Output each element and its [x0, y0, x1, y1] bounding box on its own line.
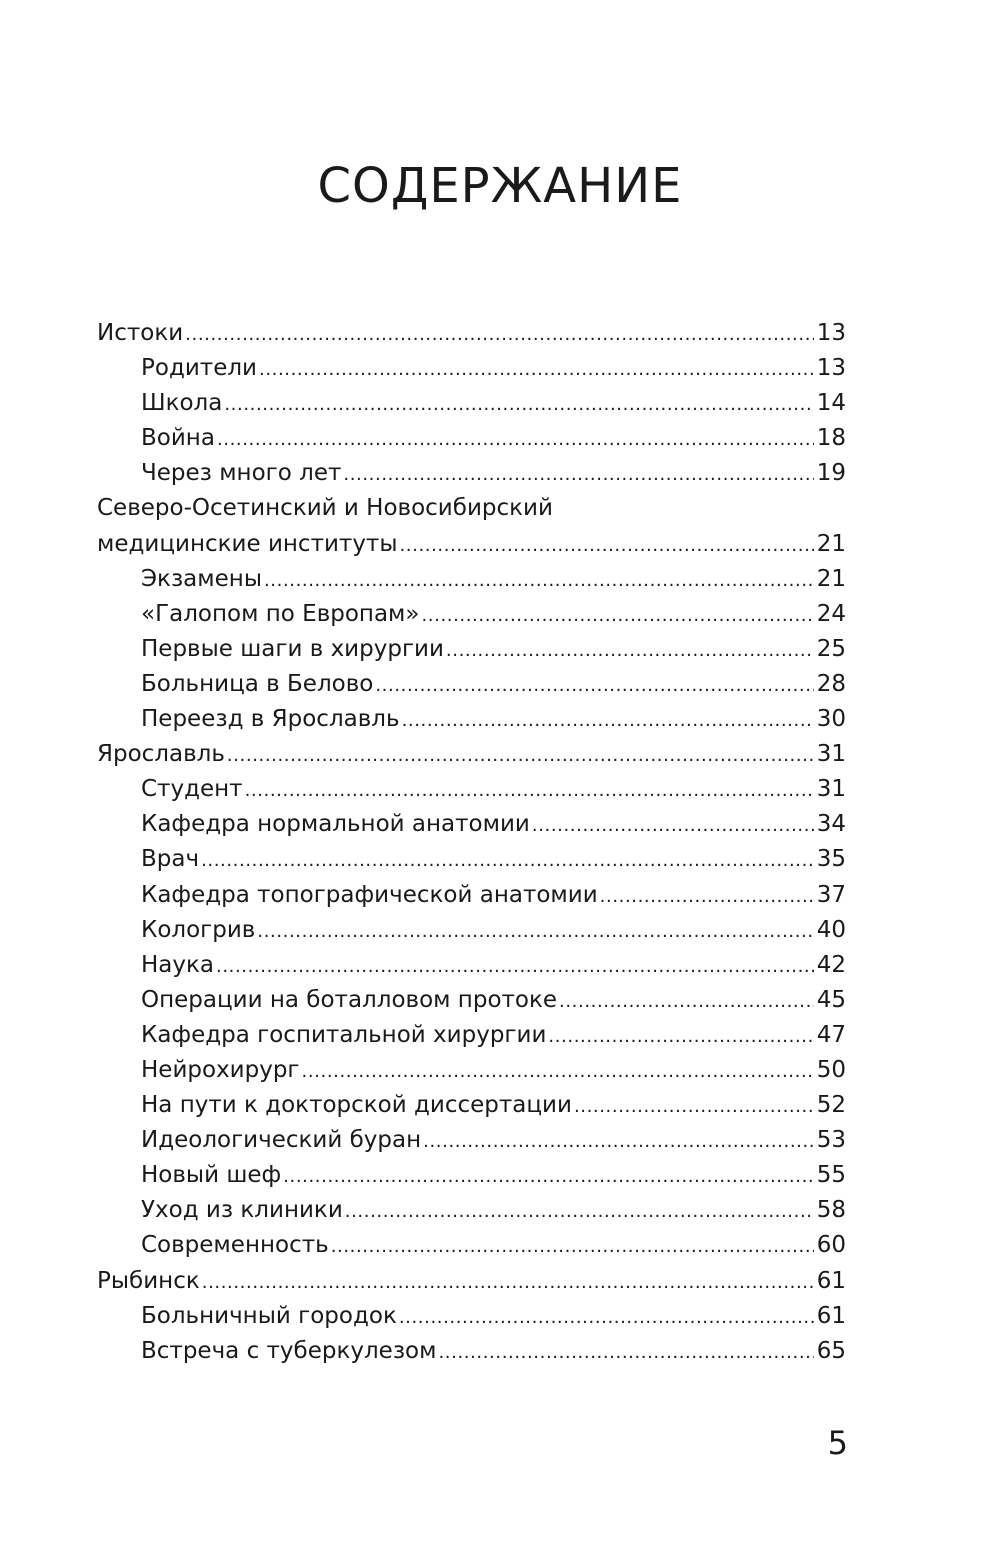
- toc-entry-label: Операции на боталловом протоке: [141, 986, 558, 1013]
- toc-entry-label: Наука: [141, 951, 214, 978]
- dot-leader: [532, 808, 814, 843]
- toc-entry-label: Идеологический буран: [141, 1127, 422, 1154]
- dot-leader: [224, 387, 813, 422]
- dot-leader: [245, 773, 814, 808]
- toc-entry-label: медицинские институты: [97, 530, 398, 557]
- toc-entry[interactable]: [97, 737, 846, 772]
- toc-entry[interactable]: [97, 913, 846, 948]
- dot-leader: [559, 984, 814, 1019]
- toc-entry-label: Больничный городок: [141, 1302, 397, 1329]
- toc-entry-label: Ярославль: [97, 741, 225, 768]
- toc-entry[interactable]: [97, 351, 846, 386]
- toc-entry-page: 21: [816, 565, 846, 592]
- toc-entry-page: 31: [816, 776, 846, 803]
- dot-leader: [343, 457, 813, 492]
- toc-entry[interactable]: [97, 1053, 846, 1088]
- page-title: СОДЕРЖАНИЕ: [317, 158, 683, 214]
- toc-entry[interactable]: [97, 878, 846, 913]
- toc-entry-page: 52: [816, 1092, 846, 1119]
- dot-leader: [574, 1089, 814, 1124]
- toc-entry-page: 25: [816, 635, 846, 662]
- toc-entry-page: 35: [816, 846, 846, 873]
- toc-entry-page: 45: [816, 986, 846, 1013]
- toc-entry-label: Студент: [141, 776, 243, 803]
- toc-entry-label: Кафедра нормальной анатомии: [141, 811, 530, 838]
- toc-entry[interactable]: [97, 491, 846, 561]
- dot-leader: [201, 843, 814, 878]
- toc-entry[interactable]: [97, 1158, 846, 1193]
- dot-leader: [302, 1054, 814, 1089]
- toc-entry-label-line1: Северо-Осетинский и Новосибирский: [97, 495, 553, 522]
- toc-entry-label: Переезд в Ярославль: [141, 706, 400, 733]
- dot-leader: [257, 914, 813, 949]
- toc-entry-page: 34: [816, 811, 846, 838]
- toc-entry[interactable]: [97, 807, 846, 842]
- toc-entry-page: 42: [816, 951, 846, 978]
- toc-entry-page: 61: [816, 1302, 846, 1329]
- toc-entry-page: 31: [816, 741, 846, 768]
- toc-entry-page: 37: [816, 881, 846, 908]
- toc-entry-label: Новый шеф: [141, 1162, 282, 1189]
- toc-entry-label: Через много лет: [141, 460, 342, 487]
- toc-entry-label: Уход из клиники: [141, 1197, 343, 1224]
- toc-entry[interactable]: [97, 1264, 846, 1299]
- toc-entry-page: 60: [816, 1232, 846, 1259]
- toc-entry-label: Экзамены: [141, 565, 262, 592]
- dot-leader: [600, 879, 814, 914]
- dot-leader: [217, 422, 814, 457]
- dot-leader: [375, 668, 813, 703]
- toc-entry-label: Врач: [141, 846, 200, 873]
- toc-entry-label: Больница в Белово: [141, 670, 374, 697]
- toc-entry-page: 58: [816, 1197, 846, 1224]
- dot-leader: [399, 1300, 814, 1335]
- toc-entry-label: Кологрив: [141, 916, 256, 943]
- toc-entry-page: 61: [816, 1267, 846, 1294]
- toc-entry[interactable]: [97, 562, 846, 597]
- toc-entry-page: 50: [816, 1056, 846, 1083]
- page-number: 5: [827, 1424, 848, 1462]
- dot-leader: [216, 949, 814, 984]
- toc-entry-page: 47: [816, 1021, 846, 1048]
- toc-entry-page: 13: [816, 320, 846, 346]
- toc-entry[interactable]: [97, 1193, 846, 1228]
- toc-entry[interactable]: [97, 842, 846, 877]
- toc-entry[interactable]: [97, 456, 846, 491]
- dot-leader: [446, 633, 814, 668]
- toc-entry-page: 14: [816, 390, 846, 417]
- dot-leader: [421, 598, 813, 633]
- toc-entry[interactable]: [97, 386, 846, 421]
- table-of-contents: [97, 316, 846, 1369]
- toc-entry-page: 13: [816, 355, 846, 382]
- dot-leader: [438, 1335, 813, 1370]
- toc-entry-label: Война: [141, 425, 215, 452]
- toc-entry-label: Кафедра топографической анатомии: [141, 881, 598, 908]
- toc-entry-page: 65: [816, 1337, 846, 1364]
- toc-entry[interactable]: [97, 1123, 846, 1158]
- dot-leader: [399, 528, 813, 563]
- dot-leader: [402, 703, 814, 738]
- toc-entry-page: 28: [816, 670, 846, 697]
- toc-entry-page: 40: [816, 916, 846, 943]
- dot-leader: [345, 1194, 814, 1229]
- toc-entry-page: 55: [816, 1162, 846, 1189]
- toc-entry-label: Истоки: [97, 320, 184, 346]
- dot-leader: [185, 317, 814, 352]
- dot-leader: [264, 563, 814, 598]
- toc-entry[interactable]: [97, 948, 846, 983]
- dot-leader: [283, 1159, 814, 1194]
- toc-entry[interactable]: [97, 632, 846, 667]
- dot-leader: [331, 1229, 814, 1264]
- toc-entry[interactable]: [97, 1299, 846, 1334]
- toc-entry-label: Школа: [141, 390, 223, 417]
- toc-entry[interactable]: [97, 316, 846, 351]
- toc-entry[interactable]: [97, 597, 846, 632]
- toc-entry[interactable]: [97, 772, 846, 807]
- toc-entry-label: Родители: [141, 355, 257, 382]
- dot-leader: [259, 352, 814, 387]
- toc-entry[interactable]: [97, 1088, 846, 1123]
- toc-entry-page: 30: [816, 706, 846, 733]
- dot-leader: [548, 1019, 813, 1054]
- dot-leader: [227, 738, 814, 773]
- toc-entry[interactable]: [97, 1018, 846, 1053]
- toc-entry[interactable]: [97, 1228, 846, 1263]
- toc-entry-label: Кафедра госпитальной хирургии: [141, 1021, 547, 1048]
- toc-entry[interactable]: [97, 983, 846, 1018]
- toc-entry-label: Встреча с туберкулезом: [141, 1337, 437, 1364]
- toc-entry-page: 53: [816, 1127, 846, 1154]
- toc-entry-label: Рыбинск: [97, 1267, 200, 1294]
- toc-entry-page: 18: [816, 425, 846, 452]
- toc-entry-page: 24: [816, 600, 846, 627]
- toc-entry-page: 21: [816, 530, 846, 557]
- toc-entry[interactable]: [97, 667, 846, 702]
- toc-entry-label: Нейрохирург: [141, 1056, 300, 1083]
- toc-entry-label: Современность: [141, 1232, 329, 1259]
- toc-entry[interactable]: [97, 1334, 846, 1369]
- dot-leader: [423, 1124, 814, 1159]
- toc-entry-label: Первые шаги в хирургии: [141, 635, 444, 662]
- dot-leader: [202, 1265, 814, 1300]
- toc-entry[interactable]: [97, 702, 846, 737]
- toc-entry-label: На пути к докторской диссертации: [141, 1092, 572, 1119]
- toc-entry[interactable]: [97, 421, 846, 456]
- toc-entry-page: 19: [816, 460, 846, 487]
- toc-entry-label: «Галопом по Европам»: [141, 600, 420, 627]
